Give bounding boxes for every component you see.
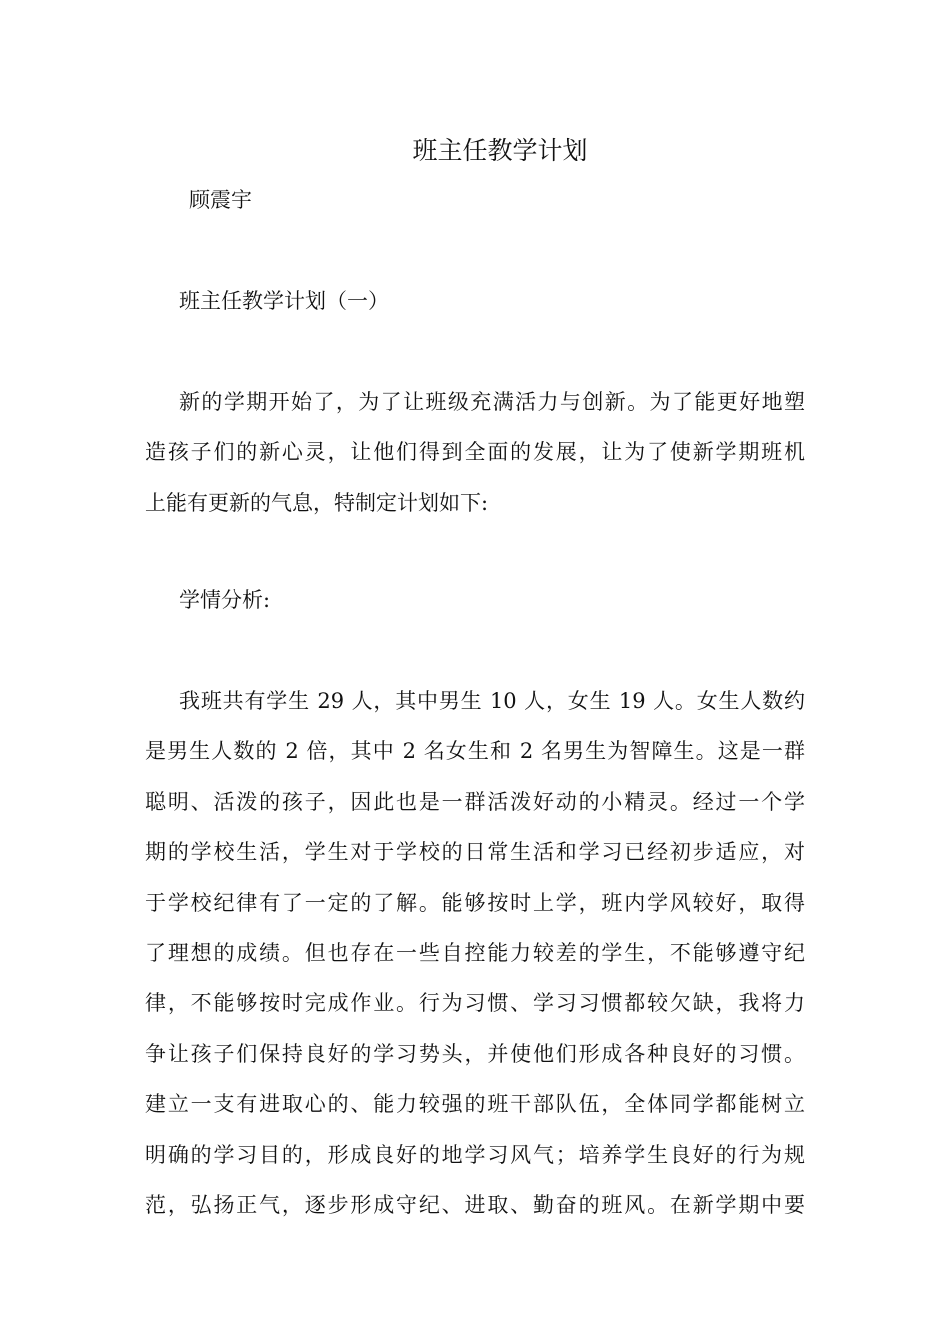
- paragraph-line: 争让孩子们保持良好的学习势头，并使他们形成各种良好的习惯。: [145, 1041, 805, 1066]
- paragraph-line: 新的学期开始了，为了让班级充满活力与创新。为了能更好地塑: [179, 390, 805, 414]
- paragraph-line: 我班共有学生 29 人，其中男生 10 人，女生 19 人。女生人数约: [179, 689, 805, 713]
- analysis-paragraph: [145, 676, 805, 1230]
- paragraph-line: 建立一支有进取心的、能力较强的班干部队伍，全体同学都能树立: [145, 1092, 805, 1117]
- section-heading: 班主任教学计划（一）: [179, 289, 389, 313]
- document-title: 班主任教学计划: [412, 136, 588, 165]
- paragraph-line: 造孩子们的新心灵，让他们得到全面的发展，让为了使新学期班机: [145, 440, 805, 465]
- author-name: 顾震宇: [189, 188, 252, 212]
- paragraph-line: 律，不能够按时完成作业。行为习惯、学习习惯都较欠缺，我将力: [145, 991, 805, 1016]
- intro-paragraph: [145, 377, 805, 528]
- paragraph-line: 聪明、活泼的孩子，因此也是一群活泼好动的小精灵。经过一个学: [145, 789, 805, 814]
- paragraph-line: 于学校纪律有了一定的了解。能够按时上学，班内学风较好，取得: [145, 890, 805, 915]
- paragraph-line: 了理想的成绩。但也存在一些自控能力较差的学生，不能够遵守纪: [145, 941, 805, 966]
- paragraph-line: 上能有更新的气息，特制定计划如下:: [145, 490, 489, 515]
- paragraph-line: 范，弘扬正气，逐步形成守纪、进取、勤奋的班风。在新学期中要: [145, 1193, 805, 1218]
- paragraph-line: 明确的学习目的，形成良好的地学习风气；培养学生良好的行为规: [145, 1142, 805, 1167]
- paragraph-line: 是男生人数的 2 倍，其中 2 名女生和 2 名男生为智障生。这是一群: [145, 739, 805, 764]
- analysis-heading: 学情分析:: [179, 588, 271, 612]
- paragraph-line: 期的学校生活，学生对于学校的日常生活和学习已经初步适应，对: [145, 840, 805, 865]
